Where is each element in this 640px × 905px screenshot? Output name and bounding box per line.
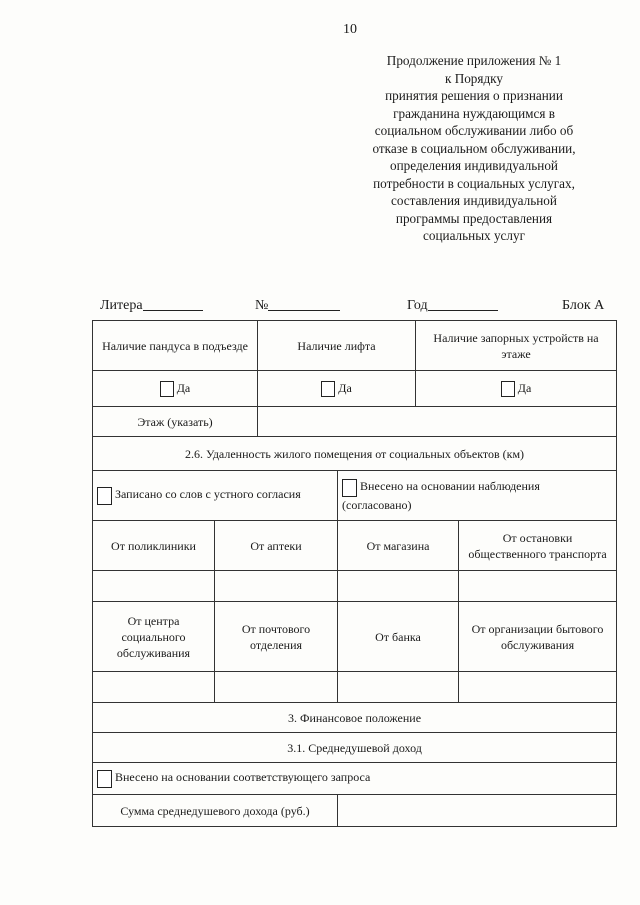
header-line: гражданина нуждающимся в — [393, 105, 555, 121]
ramp-header: Наличие пандуса в подъезде — [93, 321, 258, 371]
finance-section-title: 3. Финансовое положение — [93, 703, 617, 733]
pharmacy-header: От аптеки — [215, 521, 338, 571]
observation-checkbox[interactable] — [342, 479, 357, 497]
litera-blank[interactable] — [143, 298, 203, 311]
clinic-header: От поликлиники — [93, 521, 215, 571]
floor-input[interactable] — [258, 407, 617, 437]
header-line: отказе в социальном обслуживании, — [372, 140, 576, 156]
locks-yes-checkbox[interactable] — [501, 381, 515, 397]
header-line: программы предоставления — [395, 210, 553, 226]
distance-values-row-1 — [93, 571, 617, 602]
locks-yes-cell — [416, 371, 617, 407]
transport-distance-input[interactable] — [459, 571, 617, 602]
appendix-header — [350, 52, 598, 245]
ramp-yes-cell — [93, 371, 258, 407]
number-blank[interactable] — [268, 298, 340, 311]
header-line: потребности в социальных услугах, — [373, 175, 575, 191]
elevator-yes-checkbox[interactable] — [321, 381, 335, 397]
header-line: определения индивидуальной — [390, 158, 558, 173]
request-row — [93, 763, 617, 795]
post-office-distance-input[interactable] — [215, 672, 338, 703]
distance-title-row — [93, 437, 617, 471]
post-office-header: От почтового отделения — [215, 602, 338, 672]
bank-header: От банка — [338, 602, 459, 672]
bank-distance-input[interactable] — [338, 672, 459, 703]
income-title-row — [93, 733, 617, 763]
access-yes-row — [93, 371, 617, 407]
transport-header: От остановки общественного транспорта — [459, 521, 617, 571]
header-line: социальном обслуживании либо об — [374, 123, 574, 138]
request-cell — [93, 763, 617, 795]
elevator-yes-label: Да — [338, 380, 352, 395]
clinic-distance-input[interactable] — [93, 571, 215, 602]
verbal-consent-cell — [93, 471, 338, 521]
litera-field[interactable] — [100, 298, 143, 314]
header-line: к Порядку — [444, 70, 503, 86]
verbal-consent-label: Записано со слов с устного согласия — [115, 487, 301, 502]
distance-values-row-2 — [93, 672, 617, 703]
number-field[interactable] — [255, 298, 268, 314]
shop-header: От магазина — [338, 521, 459, 571]
floor-label: Этаж (указать) — [93, 407, 258, 437]
litera-label: Литера — [100, 298, 143, 313]
elevator-yes-cell — [258, 371, 416, 407]
shop-distance-input[interactable] — [338, 571, 459, 602]
distance-section-title: 2.6. Удаленность жилого помещения от социальных объектов (км) — [93, 437, 617, 471]
ramp-yes-label: Да — [176, 380, 191, 395]
header-line: составления индивидуальной — [391, 193, 557, 208]
household-distance-input[interactable] — [459, 672, 617, 703]
pharmacy-distance-input[interactable] — [215, 571, 338, 602]
block-label: Блок А — [562, 298, 605, 313]
finance-title-row — [93, 703, 617, 733]
observation-cell — [338, 471, 617, 521]
locks-header: Наличие запорных устройств на этаже — [416, 321, 617, 371]
income-input[interactable] — [338, 795, 617, 827]
header-line: социальных услуг — [423, 228, 525, 243]
income-label: Сумма среднедушевого дохода (руб.) — [93, 795, 338, 827]
ramp-yes-checkbox[interactable] — [160, 381, 174, 397]
income-row — [93, 795, 617, 827]
social-center-distance-input[interactable] — [93, 672, 215, 703]
meta-row — [100, 298, 614, 318]
elevator-header: Наличие лифта — [258, 321, 416, 371]
year-field[interactable] — [407, 298, 428, 314]
floor-row — [93, 407, 617, 437]
year-blank[interactable] — [428, 298, 498, 311]
household-header: От организации бытового обслуживания — [459, 602, 617, 672]
social-center-header: От центра социального обслуживания — [93, 602, 215, 672]
access-header-row — [93, 321, 617, 371]
header-line: Продолжение приложения № 1 — [386, 53, 562, 68]
year-label: Год — [407, 298, 428, 313]
page-number: 10 — [343, 22, 357, 37]
request-checkbox[interactable] — [97, 770, 112, 788]
header-line: принятия решения о признании — [385, 88, 563, 103]
number-label: № — [255, 298, 269, 313]
verbal-consent-checkbox[interactable] — [97, 487, 112, 505]
assessment-table — [92, 320, 617, 827]
observation-label: Внесено на основании наблюдения (согласовано) — [342, 479, 540, 512]
request-label: Внесено на основании соответствующего запроса — [115, 770, 371, 785]
distance-source-row — [93, 471, 617, 521]
distance-header-row-2 — [93, 602, 617, 672]
locks-yes-label: Да — [517, 380, 532, 395]
distance-header-row-1 — [93, 521, 617, 571]
income-subsection-title: 3.1. Среднедушевой доход — [93, 733, 617, 763]
